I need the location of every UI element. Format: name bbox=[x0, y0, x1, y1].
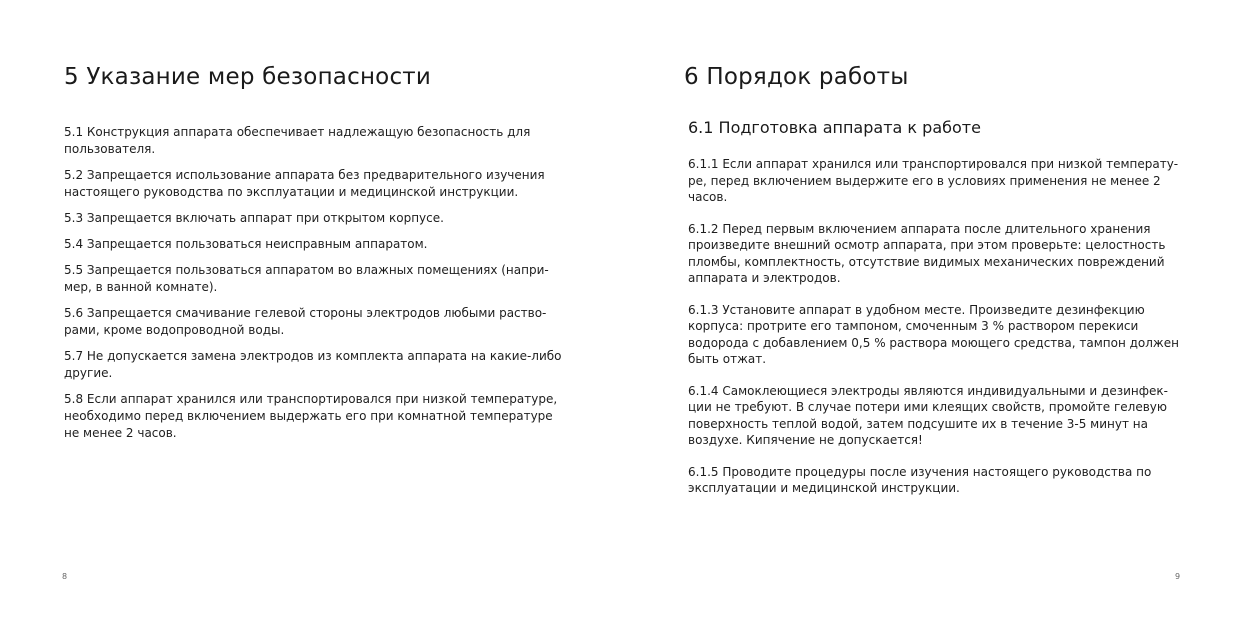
safety-item-5-1: 5.1 Конструкция аппарата обеспечивает надлежащую безопасность для пользователя. bbox=[64, 125, 531, 156]
page-number-right: 9 bbox=[1175, 572, 1181, 581]
safety-item-5-6: 5.6 Запрещается смачивание гелевой стороны электродов любыми раство-рами, кроме водопроводной воды. bbox=[64, 306, 547, 337]
safety-item-5-3: 5.3 Запрещается включать аппарат при открытом корпусе. bbox=[64, 211, 444, 225]
safety-item-5-7: 5.7 Не допускается замена электродов из комплекта аппарата на какие-либо другие. bbox=[64, 349, 562, 380]
section-title-preparation: 6.1 Подготовка аппарата к работе bbox=[688, 118, 981, 137]
safety-item-5-8: 5.8 Если аппарат хранился или транспортировался при низкой температуре, необходимо перед включением выдержать его при комнатной температуре не менее 2 часов. bbox=[64, 392, 558, 440]
safety-item-5-5: 5.5 Запрещается пользоваться аппаратом во влажных помещениях (напри-мер, в ванной комнате). bbox=[64, 263, 549, 294]
chapter-title-safety: 5 Указание мер безопасности bbox=[64, 64, 432, 90]
operation-item-6-1-1: 6.1.1 Если аппарат хранился или транспортировался при низкой температу-ре, перед включением выдержите его в условиях применения не менее 2 часов. bbox=[688, 157, 1179, 204]
right-page bbox=[624, 0, 1248, 624]
safety-item-5-4: 5.4 Запрещается пользоваться неисправным аппаратом. bbox=[64, 237, 428, 251]
safety-item-5-2: 5.2 Запрещается использование аппарата без предварительного изучения настоящего руководства по эксплуатации и медицинской инструкции. bbox=[64, 168, 545, 199]
operation-items bbox=[688, 117, 1188, 512]
operation-item-6-1-5: 6.1.5 Проводите процедуры после изучения настоящего руководства по эксплуатации и медицинской инструкции. bbox=[688, 464, 1152, 495]
operation-item-6-1-2: 6.1.2 Перед первым включением аппарата после длительного хранения произведите внешний осмотр аппарата, при этом проверьте: целостность пломбы, комплектность, отсутствие видимых механических повреждений аппарата и электродов. bbox=[688, 221, 1166, 285]
operation-item-6-1-4: 6.1.4 Самоклеющиеся электроды являются индивидуальными и дезинфек-ции не требуют. В случае потери ими клеящих свойств, промойте гелевую поверхность теплой водой, затем подсушите их в течение 3-5 минут на воздухе. Кипячение не допускается! bbox=[688, 383, 1168, 447]
chapter-title-operation: 6 Порядок работы bbox=[684, 64, 909, 90]
safety-items bbox=[64, 124, 564, 451]
page-number-left: 8 bbox=[62, 572, 68, 581]
operation-item-6-1-3: 6.1.3 Установите аппарат в удобном месте. Произведите дезинфекцию корпуса: протрите его тампоном, смоченным 3 % раствором перекиси водорода с добавлением 0,5 % раствора моющего средства, тампон должен быть отжат. bbox=[688, 302, 1179, 366]
